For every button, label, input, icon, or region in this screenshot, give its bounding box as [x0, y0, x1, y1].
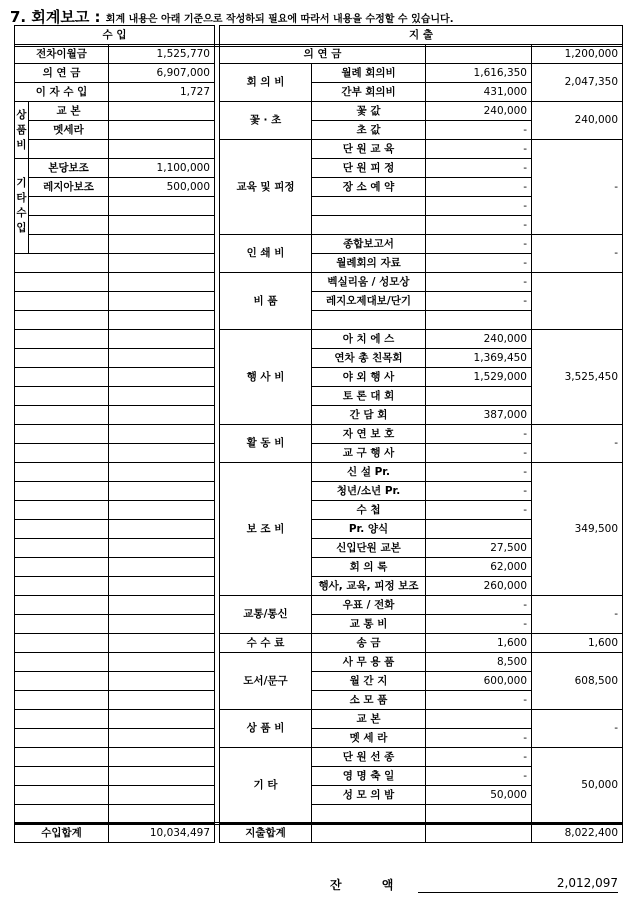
table-row	[220, 425, 623, 444]
table-row	[15, 463, 215, 482]
income-total: 10,034,497	[109, 824, 215, 843]
income-amount	[109, 121, 215, 140]
empty-cell	[109, 558, 215, 577]
empty-cell	[109, 330, 215, 349]
expense-item: 단 원 선 종	[312, 748, 426, 767]
empty-cell	[109, 710, 215, 729]
expense-amount: -	[426, 501, 532, 520]
table-row	[15, 634, 215, 653]
table-row	[15, 178, 215, 197]
table-row	[15, 368, 215, 387]
expense-amount: -	[426, 273, 532, 292]
expense-amount: 240,000	[426, 102, 532, 121]
expense-subtotal: 349,500	[532, 463, 623, 596]
expense-item: 꽃 값	[312, 102, 426, 121]
empty-cell	[109, 653, 215, 672]
expense-item: 신입단원 교본	[312, 539, 426, 558]
empty-cell	[109, 463, 215, 482]
expense-item: 연차 총 친목회	[312, 349, 426, 368]
expense-item	[312, 197, 426, 216]
table-row	[220, 596, 623, 615]
expense-amount: -	[426, 691, 532, 710]
expense-amount: 600,000	[426, 672, 532, 691]
empty-cell	[15, 691, 109, 710]
income-total-label: 수입합계	[15, 824, 109, 843]
table-row	[15, 596, 215, 615]
table-row	[220, 102, 623, 121]
empty-cell	[15, 577, 109, 596]
income-amount	[109, 140, 215, 159]
empty-cell	[109, 482, 215, 501]
table-row	[220, 273, 623, 292]
empty-cell	[109, 596, 215, 615]
expense-amount: -	[426, 121, 532, 140]
expense-item: 멧 세 라	[312, 729, 426, 748]
income-goods-group	[15, 102, 29, 159]
table-row	[220, 634, 623, 653]
expense-item	[312, 311, 426, 330]
table-row	[15, 558, 215, 577]
empty-cell	[109, 501, 215, 520]
expense-amount: -	[426, 482, 532, 501]
empty-cell	[15, 463, 109, 482]
group-char: 품	[16, 123, 27, 136]
empty-cell	[109, 615, 215, 634]
group-char: 상	[16, 108, 27, 121]
income-item: 이 자 수 입	[15, 83, 109, 102]
table-row	[15, 577, 215, 596]
table-row	[15, 425, 215, 444]
table-row	[15, 539, 215, 558]
expense-amount: 50,000	[426, 786, 532, 805]
expense-amount: -	[426, 767, 532, 786]
empty-cell	[15, 558, 109, 577]
empty-cell	[15, 501, 109, 520]
empty-cell	[109, 786, 215, 805]
expense-item: 우표 / 전화	[312, 596, 426, 615]
expense-amount: -	[426, 748, 532, 767]
expense-subtotal: 2,047,350	[532, 64, 623, 102]
expense-total-row	[220, 824, 623, 843]
empty-cell	[109, 425, 215, 444]
expense-category: 교육 및 피정	[220, 140, 312, 235]
expense-item: 청년/소년 Pr.	[312, 482, 426, 501]
empty-cell	[15, 368, 109, 387]
expense-item: 자 연 보 호	[312, 425, 426, 444]
expense-amount: -	[426, 425, 532, 444]
empty-cell	[15, 482, 109, 501]
table-row	[15, 216, 215, 235]
accounting-table	[14, 25, 622, 865]
expense-item: 장 소 예 약	[312, 178, 426, 197]
table-row	[15, 273, 215, 292]
empty-cell	[15, 520, 109, 539]
expense-category: 교통/통신	[220, 596, 312, 634]
empty-cell	[15, 634, 109, 653]
expense-subtotal: 608,500	[532, 653, 623, 710]
table-row	[15, 653, 215, 672]
empty-cell	[109, 748, 215, 767]
table-row	[15, 691, 215, 710]
expense-header-row	[220, 26, 623, 45]
income-item	[29, 216, 109, 235]
title-text: 7. 회계보고 :	[10, 8, 101, 26]
table-row	[15, 292, 215, 311]
group-char: 비	[16, 138, 27, 151]
header-double-line	[14, 44, 622, 47]
expense-amount: -	[426, 463, 532, 482]
empty-cell	[426, 824, 532, 843]
table-row	[15, 102, 215, 121]
expense-item: 토 론 대 회	[312, 387, 426, 406]
income-header: 수 입	[15, 26, 215, 45]
empty-cell	[15, 406, 109, 425]
empty-cell	[15, 539, 109, 558]
income-item	[29, 140, 109, 159]
income-table	[14, 25, 215, 843]
income-item: 레지아보조	[29, 178, 109, 197]
expense-item: 송 금	[312, 634, 426, 653]
income-item	[29, 235, 109, 254]
expense-amount: -	[426, 292, 532, 311]
table-row	[15, 482, 215, 501]
expense-item: 성 모 의 밤	[312, 786, 426, 805]
empty-cell	[15, 767, 109, 786]
expense-item: 수 첩	[312, 501, 426, 520]
expense-amount: 387,000	[426, 406, 532, 425]
expense-item: 소 모 품	[312, 691, 426, 710]
table-row	[15, 254, 215, 273]
expense-item: 벡실리움 / 성모상	[312, 273, 426, 292]
expense-item: Pr. 양식	[312, 520, 426, 539]
expense-subtotal: -	[532, 710, 623, 748]
empty-cell	[15, 786, 109, 805]
empty-cell	[109, 729, 215, 748]
table-row	[15, 235, 215, 254]
expense-item: 야 외 행 사	[312, 368, 426, 387]
expense-amount: -	[426, 197, 532, 216]
group-char: 입	[16, 222, 27, 234]
expense-category: 기 타	[220, 748, 312, 824]
expense-amount: -	[426, 140, 532, 159]
empty-cell	[15, 425, 109, 444]
empty-cell	[15, 444, 109, 463]
income-amount: 6,907,000	[109, 64, 215, 83]
expense-amount: 1,369,450	[426, 349, 532, 368]
expense-amount: -	[426, 159, 532, 178]
expense-category: 행 사 비	[220, 330, 312, 425]
expense-item: 월례 회의비	[312, 64, 426, 83]
expense-amount	[426, 710, 532, 729]
table-row	[15, 615, 215, 634]
expense-item: 간부 회의비	[312, 83, 426, 102]
expense-subtotal: -	[532, 425, 623, 463]
empty-cell	[109, 254, 215, 273]
expense-item: 단 원 피 정	[312, 159, 426, 178]
expense-amount: 1,616,350	[426, 64, 532, 83]
expense-amount: -	[426, 216, 532, 235]
expense-total: 8,022,400	[532, 824, 623, 843]
empty-cell	[109, 273, 215, 292]
expense-amount: -	[426, 178, 532, 197]
expense-category: 의 연 금	[220, 45, 426, 64]
table-row	[15, 748, 215, 767]
empty-cell	[15, 596, 109, 615]
table-row	[15, 406, 215, 425]
table-row	[15, 520, 215, 539]
expense-subtotal: -	[532, 596, 623, 634]
empty-cell	[15, 387, 109, 406]
empty-cell	[109, 672, 215, 691]
expense-subtotal: 240,000	[532, 102, 623, 140]
table-row	[15, 710, 215, 729]
empty-cell	[109, 292, 215, 311]
table-row	[15, 197, 215, 216]
expense-item: 아 치 에 스	[312, 330, 426, 349]
expense-amount: 1,600	[426, 634, 532, 653]
empty-cell	[15, 330, 109, 349]
income-item: 의 연 금	[15, 64, 109, 83]
expense-category: 수 수 료	[220, 634, 312, 653]
income-amount	[109, 197, 215, 216]
income-item: 멧세라	[29, 121, 109, 140]
expense-amount	[426, 311, 532, 330]
empty-cell	[109, 368, 215, 387]
income-amount	[109, 235, 215, 254]
income-amount: 1,727	[109, 83, 215, 102]
income-amount: 1,525,770	[109, 45, 215, 64]
empty-cell	[15, 349, 109, 368]
empty-cell	[15, 748, 109, 767]
income-amount	[109, 102, 215, 121]
table-row	[15, 311, 215, 330]
expense-amount	[426, 520, 532, 539]
expense-category: 도서/문구	[220, 653, 312, 710]
table-row	[15, 83, 215, 102]
expense-item: 레지오제대보/단기	[312, 292, 426, 311]
table-row	[15, 444, 215, 463]
table-row	[220, 330, 623, 349]
empty-cell	[109, 634, 215, 653]
expense-header: 지 출	[220, 26, 623, 45]
income-amount: 500,000	[109, 178, 215, 197]
expense-category: 꽃 · 초	[220, 102, 312, 140]
table-row	[15, 140, 215, 159]
group-char: 수	[16, 207, 27, 219]
empty-cell	[15, 672, 109, 691]
expense-category: 상 품 비	[220, 710, 312, 748]
empty-cell	[15, 729, 109, 748]
balance-amount: 2,012,097	[418, 876, 618, 893]
table-row	[220, 64, 623, 83]
expense-subtotal: 1,200,000	[532, 45, 623, 64]
table-row	[15, 767, 215, 786]
expense-category: 회 의 비	[220, 64, 312, 102]
table-row	[220, 463, 623, 482]
table-row	[15, 26, 215, 45]
table-row	[220, 748, 623, 767]
expense-subtotal	[532, 273, 623, 330]
table-row	[15, 64, 215, 83]
table-row	[15, 159, 215, 178]
empty-cell	[15, 311, 109, 330]
expense-table	[219, 25, 623, 843]
empty-cell	[15, 254, 109, 273]
expense-item: 사 무 용 품	[312, 653, 426, 672]
table-row	[220, 45, 623, 64]
empty-cell	[15, 710, 109, 729]
expense-amount: 27,500	[426, 539, 532, 558]
expense-item: 행사, 교육, 피정 보조	[312, 577, 426, 596]
empty-cell	[109, 349, 215, 368]
expense-amount: -	[426, 254, 532, 273]
expense-item: 월 간 지	[312, 672, 426, 691]
empty-cell	[15, 273, 109, 292]
table-row	[15, 672, 215, 691]
table-row	[220, 140, 623, 159]
empty-cell	[109, 691, 215, 710]
income-item	[29, 197, 109, 216]
expense-item: 초 값	[312, 121, 426, 140]
empty-cell	[312, 824, 426, 843]
income-item: 전차이월금	[15, 45, 109, 64]
expense-amount: -	[426, 444, 532, 463]
income-amount	[109, 216, 215, 235]
title-note: 회계 내용은 아래 기준으로 작성하되 필요에 따라서 내용을 수정할 수 있습니다.	[105, 14, 454, 25]
table-row	[220, 235, 623, 254]
empty-cell	[109, 311, 215, 330]
expense-item: 종합보고서	[312, 235, 426, 254]
table-row	[15, 349, 215, 368]
table-row	[15, 824, 215, 843]
expense-subtotal: -	[532, 235, 623, 273]
expense-category: 활 동 비	[220, 425, 312, 463]
expense-total-label: 지출합계	[220, 824, 312, 843]
expense-subtotal: 50,000	[532, 748, 623, 824]
table-row	[220, 710, 623, 729]
income-other-group	[15, 159, 29, 254]
expense-amount	[426, 45, 532, 64]
expense-category: 보 조 비	[220, 463, 312, 596]
empty-cell	[15, 292, 109, 311]
report-title	[10, 6, 454, 27]
empty-cell	[109, 444, 215, 463]
expense-amount: 431,000	[426, 83, 532, 102]
expense-item: 간 담 회	[312, 406, 426, 425]
expense-amount: -	[426, 729, 532, 748]
table-row	[220, 653, 623, 672]
expense-item: 교 구 행 사	[312, 444, 426, 463]
empty-cell	[109, 387, 215, 406]
expense-subtotal: 1,600	[532, 634, 623, 653]
table-row	[15, 501, 215, 520]
expense-item: 회 의 록	[312, 558, 426, 577]
expense-item: 교 본	[312, 710, 426, 729]
balance-label: 잔 액	[330, 878, 412, 892]
expense-item: 영 명 축 일	[312, 767, 426, 786]
table-row	[15, 387, 215, 406]
expense-category: 인 쇄 비	[220, 235, 312, 273]
expense-amount: 8,500	[426, 653, 532, 672]
empty-cell	[109, 520, 215, 539]
empty-cell	[15, 615, 109, 634]
total-double-line	[14, 822, 622, 825]
empty-cell	[15, 653, 109, 672]
expense-category: 비 품	[220, 273, 312, 330]
table-row	[15, 45, 215, 64]
expense-amount: 260,000	[426, 577, 532, 596]
table-row	[15, 786, 215, 805]
table-row	[15, 729, 215, 748]
expense-amount: -	[426, 235, 532, 254]
expense-amount: -	[426, 615, 532, 634]
expense-item	[312, 216, 426, 235]
income-item: 본당보조	[29, 159, 109, 178]
empty-cell	[109, 767, 215, 786]
empty-cell	[109, 539, 215, 558]
expense-item: 월례회의 자료	[312, 254, 426, 273]
income-amount: 1,100,000	[109, 159, 215, 178]
table-row	[15, 121, 215, 140]
expense-subtotal: 3,525,450	[532, 330, 623, 425]
table-row	[15, 330, 215, 349]
expense-amount: -	[426, 596, 532, 615]
group-char: 타	[16, 192, 27, 204]
empty-cell	[109, 406, 215, 425]
empty-cell	[109, 577, 215, 596]
expense-subtotal: -	[532, 140, 623, 235]
expense-amount: 1,529,000	[426, 368, 532, 387]
expense-item: 신 설 Pr.	[312, 463, 426, 482]
expense-amount	[426, 387, 532, 406]
expense-item: 단 원 교 육	[312, 140, 426, 159]
expense-amount: 240,000	[426, 330, 532, 349]
expense-item: 교 통 비	[312, 615, 426, 634]
group-char: 기	[16, 177, 27, 189]
expense-amount: 62,000	[426, 558, 532, 577]
income-item: 교 본	[29, 102, 109, 121]
